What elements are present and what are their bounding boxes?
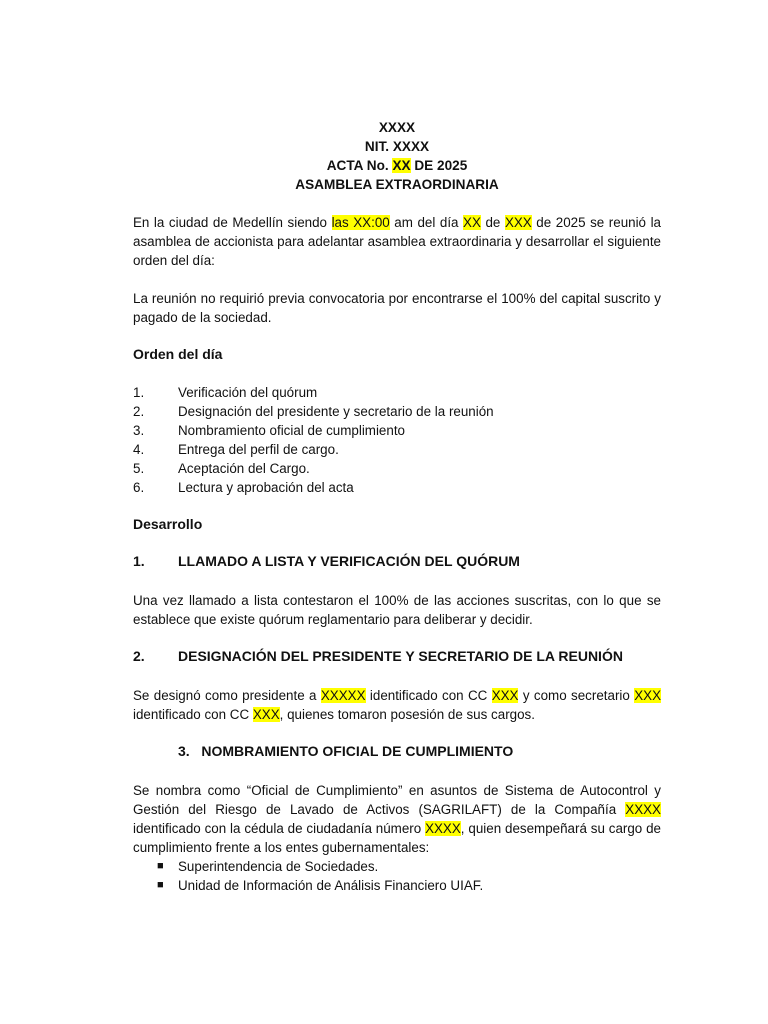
document-header bbox=[133, 118, 661, 194]
section3-text: identificado con la cédula de ciudadanía número bbox=[133, 821, 426, 836]
section2-text: identificado con CC bbox=[365, 688, 492, 703]
acta-prefix: ACTA No. bbox=[326, 158, 393, 173]
month-highlight: XXX bbox=[504, 215, 532, 230]
section2-text: , quienes tomaron posesión de sus cargos. bbox=[279, 707, 535, 722]
agenda-item-text: Aceptación del Cargo. bbox=[178, 461, 310, 476]
company-highlight: XXXX bbox=[625, 802, 661, 817]
section3-text: Se nombra como “Oficial de Cumplimiento” en asuntos de Sistema de Autocontrol y Gestión del Riesgo de Lavado de Activos (SAGRILAFT) de la Compañía bbox=[133, 783, 661, 817]
agenda-item bbox=[133, 402, 661, 421]
agenda-item-number: 4. bbox=[133, 442, 145, 457]
section2-number: 2. bbox=[133, 648, 145, 664]
intro-text: am del día bbox=[389, 215, 464, 230]
acta-number-highlight: XX bbox=[392, 158, 411, 173]
square-bullet-icon: ■ bbox=[157, 860, 164, 872]
id-number-highlight: XXXX bbox=[425, 821, 461, 836]
entity-bullet-list bbox=[133, 857, 661, 895]
section3-heading: 3. NOMBRAMIENTO OFICIAL DE CUMPLIMIENTO bbox=[178, 743, 514, 759]
section2-text: y como secretario bbox=[518, 688, 635, 703]
agenda-item bbox=[133, 459, 661, 478]
company-name: XXXX bbox=[378, 120, 416, 135]
section1-title: LLAMADO A LISTA Y VERIFICACIÓN DEL QUÓRUM bbox=[178, 553, 520, 569]
entity-bullet-item bbox=[133, 876, 661, 895]
agenda-item-text: Nombramiento oficial de cumplimiento bbox=[178, 423, 405, 438]
agenda-item-text: Entrega del perfil de cargo. bbox=[178, 442, 339, 457]
intro-text: de 2025 se reunió la asamblea de accionista para adelantar asamblea extraordinaria y desarrollar el siguiente orden del día: bbox=[133, 215, 661, 268]
agenda-item-number: 2. bbox=[133, 404, 145, 419]
agenda-item bbox=[133, 478, 661, 497]
no-convocatoria-paragraph: La reunión no requirió previa convocatoria por encontrarse el 100% del capital suscrito y pagado de la sociedad. bbox=[133, 291, 661, 325]
section2-text: identificado con CC bbox=[133, 707, 253, 722]
intro-text: En la ciudad de Medellín siendo bbox=[133, 215, 332, 230]
entity-bullet-item bbox=[133, 857, 661, 876]
agenda-item-number: 6. bbox=[133, 480, 145, 495]
section1-heading bbox=[133, 552, 661, 571]
agenda-item-number: 3. bbox=[133, 423, 145, 438]
agenda-title: Orden del día bbox=[133, 346, 223, 362]
secretary-name-highlight: XXX bbox=[634, 688, 661, 703]
intro-text: de bbox=[480, 215, 505, 230]
section2-title: DESIGNACIÓN DEL PRESIDENTE Y SECRETARIO DE LA REUNIÓN bbox=[178, 648, 623, 664]
square-bullet-icon: ■ bbox=[157, 879, 164, 891]
day-highlight: XX bbox=[463, 215, 481, 230]
section3-body bbox=[133, 781, 661, 857]
section1-body: Una vez llamado a lista contestaron el 100% de las acciones suscritas, con lo que se establece que existe quórum reglamentario para deliberar y decidir. bbox=[133, 593, 661, 627]
agenda-item bbox=[133, 421, 661, 440]
agenda-item-text: Designación del presidente y secretario de la reunión bbox=[178, 404, 494, 419]
agenda-item-text: Lectura y aprobación del acta bbox=[178, 480, 354, 495]
desarrollo-title: Desarrollo bbox=[133, 516, 203, 532]
agenda-item bbox=[133, 383, 661, 402]
entity-name: Superintendencia de Sociedades. bbox=[178, 859, 379, 874]
section2-heading bbox=[133, 647, 661, 666]
acta-suffix: DE 2025 bbox=[410, 158, 468, 173]
intro-paragraph bbox=[133, 213, 661, 270]
section2-body bbox=[133, 686, 661, 724]
time-highlight: las XX:00 bbox=[331, 215, 390, 230]
president-cc-highlight: XXX bbox=[491, 688, 519, 703]
president-name-highlight: XXXXX bbox=[320, 688, 366, 703]
agenda-item-number: 1. bbox=[133, 385, 145, 400]
assembly-title: ASAMBLEA EXTRAORDINARIA bbox=[295, 177, 499, 192]
section1-number: 1. bbox=[133, 553, 145, 569]
agenda-item-text: Verificación del quórum bbox=[178, 385, 318, 400]
document-body bbox=[133, 118, 661, 895]
nit-line: NIT. XXXX bbox=[364, 139, 430, 154]
agenda-item bbox=[133, 440, 661, 459]
section3-text: , quien desempeñará su cargo de cumplimiento frente a los entes gubernamentales: bbox=[133, 821, 661, 855]
agenda-item-number: 5. bbox=[133, 461, 145, 476]
entity-name: Unidad de Información de Análisis Financiero UIAF. bbox=[178, 878, 484, 893]
secretary-cc-highlight: XXX bbox=[252, 707, 280, 722]
agenda-list bbox=[133, 383, 661, 497]
acta-line bbox=[133, 156, 661, 175]
section2-text: Se designó como presidente a bbox=[133, 688, 321, 703]
